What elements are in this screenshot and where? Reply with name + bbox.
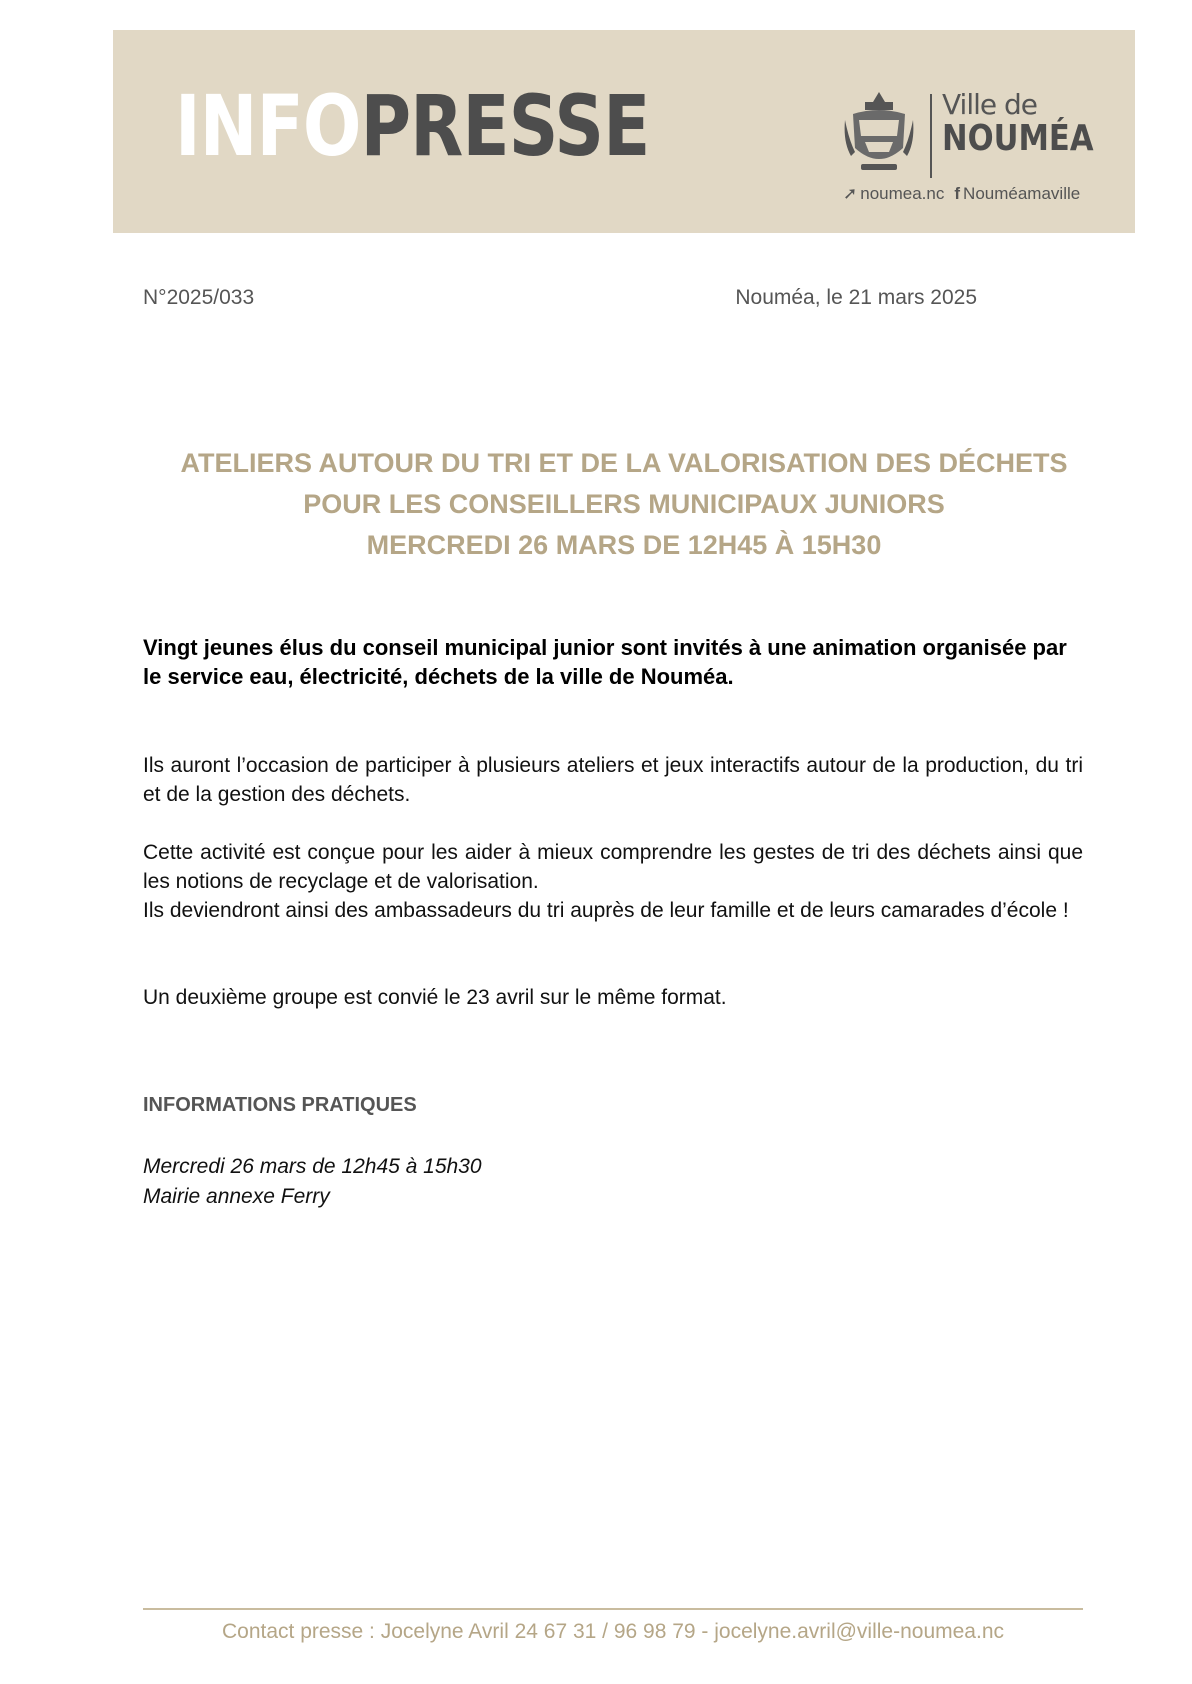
- lead-paragraph: Vingt jeunes élus du conseil municipal junior sont invités à une animation organisée par le service eau, électricité, déchets de la ville de Nouméa.: [143, 635, 1067, 689]
- facebook-link[interactable]: Nouméamaville: [963, 184, 1081, 203]
- press-release-date: Nouméa, le 21 mars 2025: [735, 286, 977, 309]
- title-line-2: POUR LES CONSEILLERS MUNICIPAUX JUNIORS: [303, 489, 945, 519]
- press-contact: Contact presse : Jocelyne Avril 24 67 31 / 96 98 79 - jocelyne.avril@ville-noumea.nc: [221, 1620, 1004, 1643]
- body-paragraph-2a: Cette activité est conçue pour les aider à mieux comprendre les gestes de tri des déchets ainsi que les notions de recyclage et de valorisation.: [143, 841, 1083, 893]
- title-line-1: ATELIERS AUTOUR DU TRI ET DE LA VALORISATION DES DÉCHETS: [180, 448, 1068, 478]
- body-paragraph-1: Ils auront l’occasion de participer à plusieurs ateliers et jeux interactifs autour de la production, du tri et de la gestion des déchets.: [143, 754, 1083, 806]
- ville-noumea-text: NOUMÉA: [942, 118, 1094, 159]
- social-links: [843, 184, 1080, 204]
- press-release-number: N°2025/033: [143, 286, 255, 309]
- body-paragraph-3: Un deuxième groupe est convié le 23 avril sur le même format.: [143, 986, 727, 1009]
- logo-info-text: INFO: [175, 77, 361, 175]
- header-banner: [113, 30, 1135, 233]
- city-crest-icon: [843, 90, 915, 178]
- body-paragraph-2b: Ils deviendront ainsi des ambassadeurs du tri auprès de leur famille et de leurs camarades d’école !: [143, 899, 1069, 922]
- info-presse-logo: [175, 77, 650, 175]
- practical-info: [143, 1152, 482, 1212]
- practical-info-heading: INFORMATIONS PRATIQUES: [143, 1094, 417, 1116]
- body-paragraph-2: [143, 838, 1083, 925]
- title-line-3: MERCREDI 26 MARS DE 12H45 À 15H30: [366, 530, 882, 560]
- page-title: [113, 443, 1135, 566]
- arrow-icon: ➚: [843, 184, 858, 203]
- practical-where: Mairie annexe Ferry: [143, 1185, 330, 1208]
- logo-presse-text: PRESSE: [360, 77, 650, 175]
- footer-divider: [143, 1608, 1083, 1610]
- practical-when: Mercredi 26 mars de 12h45 à 15h30: [143, 1155, 482, 1178]
- website-link[interactable]: noumea.nc: [860, 184, 945, 203]
- ville-de-text: Ville de: [942, 88, 1038, 121]
- logo-divider: [930, 94, 932, 178]
- facebook-icon: f: [954, 184, 961, 203]
